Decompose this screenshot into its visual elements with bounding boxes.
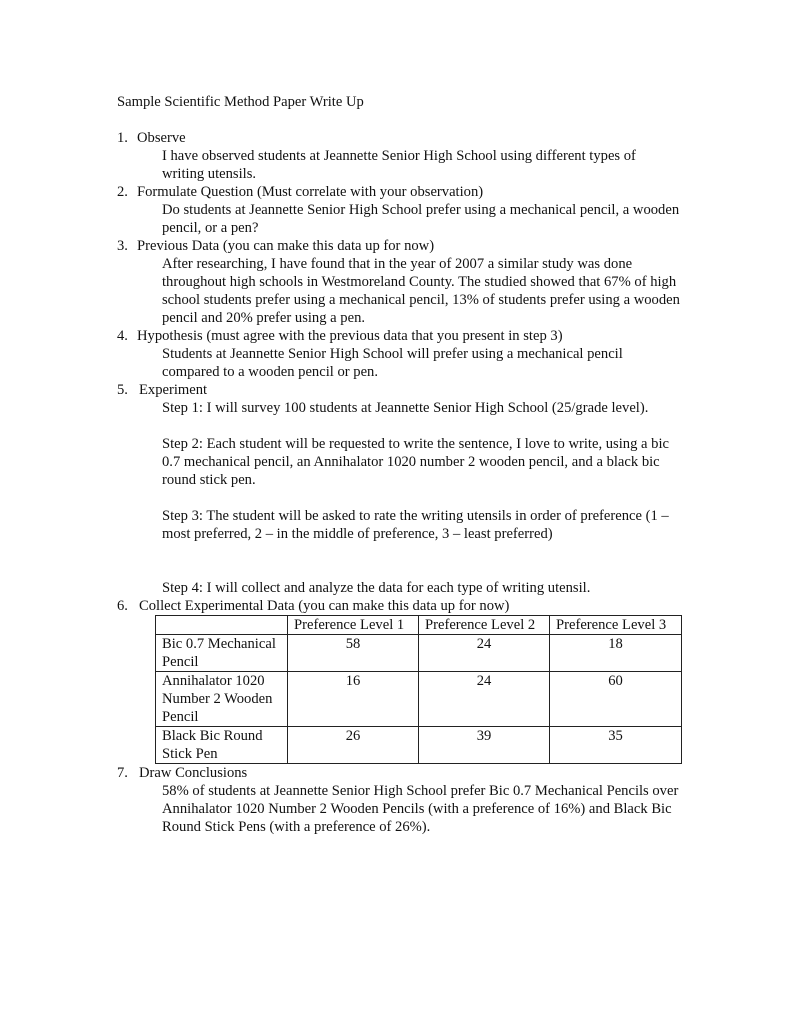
- table-cell: 26: [288, 727, 419, 764]
- data-table-wrapper: [155, 615, 687, 764]
- table-row: [156, 635, 682, 672]
- section-draw-conclusions: [117, 764, 687, 836]
- section-hypothesis: [117, 327, 687, 381]
- section-heading: Previous Data (you can make this data up for now): [137, 238, 435, 254]
- table-row: [156, 727, 682, 764]
- table-cell: 24: [419, 635, 550, 672]
- section-experiment: [117, 381, 687, 597]
- table-header-cell: Preference Level 3: [550, 616, 682, 635]
- section-number: 1.: [117, 130, 128, 146]
- table-header-row: [156, 616, 682, 635]
- section-number: 5.: [117, 382, 128, 398]
- section-number: 6.: [117, 598, 128, 614]
- section-body: Students at Jeannette Senior High School will prefer using a mechanical pencil compared to a wooden pencil or pen.: [162, 346, 623, 380]
- section-number: 4.: [117, 328, 128, 344]
- table-cell: 18: [550, 635, 682, 672]
- section-formulate-question: [117, 183, 687, 237]
- section-observe: [117, 129, 687, 183]
- preference-data-table: [155, 615, 682, 764]
- table-cell: 24: [419, 672, 550, 727]
- table-cell: 35: [550, 727, 682, 764]
- table-row-label: Bic 0.7 Mechanical Pencil: [156, 635, 288, 672]
- section-heading: Experiment: [139, 382, 208, 398]
- table-header-cell: Preference Level 2: [419, 616, 550, 635]
- section-heading: Draw Conclusions: [139, 765, 248, 781]
- table-cell: 16: [288, 672, 419, 727]
- table-cell: 60: [550, 672, 682, 727]
- table-row-label: Black Bic Round Stick Pen: [156, 727, 288, 764]
- experiment-step-2: Step 2: Each student will be requested to write the sentence, I love to write, using a bic 0.7 mechanical pencil, an Annihalator 1020 number 2 wooden pencil, and a black bic round stick pen.: [162, 436, 669, 488]
- section-body: After researching, I have found that in the year of 2007 a similar study was done throughout high schools in Westmoreland County. The studied showed that 67% of high school students prefer using a mechanical pencil, 13% of students prefer using a wooden pencil and 20% prefer using a pen.: [162, 256, 680, 326]
- method-steps-list: [117, 129, 687, 836]
- table-header-cell: [156, 616, 288, 635]
- section-number: 3.: [117, 238, 128, 254]
- section-body: 58% of students at Jeannette Senior High School prefer Bic 0.7 Mechanical Pencils over Annihalator 1020 Number 2 Wooden Pencils (with a preference of 16%) and Black Bic Round Stick Pens (with a preference of 26%).: [162, 783, 679, 835]
- section-body: Do students at Jeannette Senior High School prefer using a mechanical pencil, a wooden pencil, or a pen?: [162, 202, 680, 236]
- table-row-label: Annihalator 1020 Number 2 Wooden Pencil: [156, 672, 288, 727]
- experiment-step-3: Step 3: The student will be asked to rate the writing utensils in order of preference (1 – most preferred, 2 – in the middle of preference, 3 – least preferred): [162, 508, 669, 542]
- table-cell: 58: [288, 635, 419, 672]
- table-header-cell: Preference Level 1: [288, 616, 419, 635]
- section-number: 7.: [117, 765, 128, 781]
- table-row: [156, 672, 682, 727]
- section-previous-data: [117, 237, 687, 327]
- section-heading: Formulate Question (Must correlate with your observation): [137, 184, 484, 200]
- section-number: 2.: [117, 184, 128, 200]
- section-heading: Hypothesis (must agree with the previous data that you present in step 3): [137, 328, 563, 344]
- section-heading: Observe: [137, 130, 186, 146]
- document-title: Sample Scientific Method Paper Write Up: [117, 94, 364, 110]
- experiment-step-1: Step 1: I will survey 100 students at Jeannette Senior High School (25/grade level).: [162, 400, 649, 416]
- table-cell: 39: [419, 727, 550, 764]
- section-collect-data: [117, 597, 687, 764]
- section-heading: Collect Experimental Data (you can make this data up for now): [139, 598, 510, 614]
- experiment-step-4: Step 4: I will collect and analyze the data for each type of writing utensil.: [162, 580, 591, 596]
- section-body: I have observed students at Jeannette Senior High School using different types of writing utensils.: [162, 148, 636, 182]
